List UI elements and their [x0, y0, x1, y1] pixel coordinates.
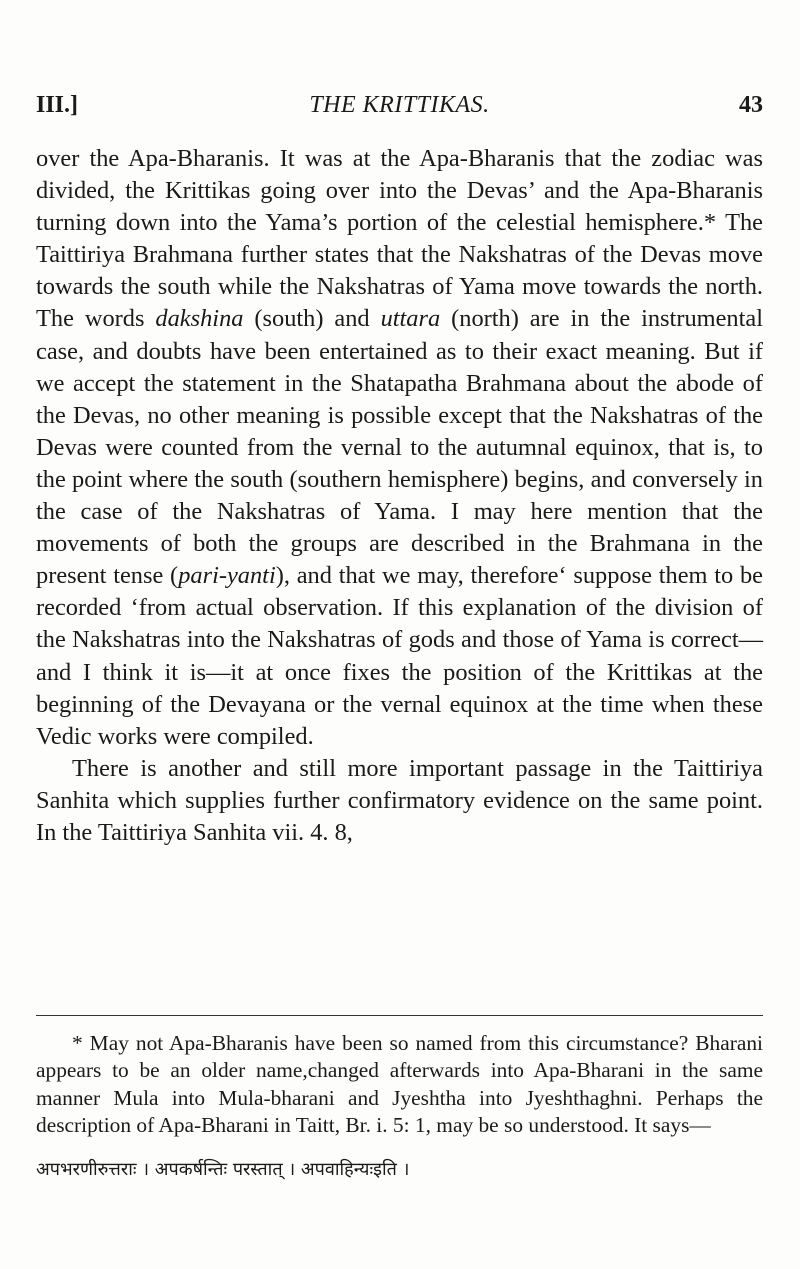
paragraph-1 — [36, 143, 763, 753]
chapter-title: THE KRITTIKAS. — [309, 92, 490, 118]
paragraph-1-text-d: ), and that we may, therefore‘ suppose them to be recorded ‘from actual observation. If this explanation of the division of the Nakshatras into the Nakshatras of gods and those of Yama is correct—and I think it is—it at once fixes the position of the Krittikas at the beginning of the Devayana or the vernal equinox at the time when these Vedic works were compiled. — [36, 562, 763, 750]
term-pari-yanti: pari-yanti — [178, 562, 276, 590]
chapter-number: III.] — [36, 92, 79, 118]
paragraph-1-text-a: over the Apa-Bharanis. It was at the Apa-Bharanis that the zodiac was divided, the Krittikas going over into the Devas’ and the Apa-Bharanis turning down into the Yama’s portion of the celestial hemisphere.* The Taittiriya Brahmana further states that the Nakshatras of the Devas move towards the south while the Nakshatras of Yama move towards the north. The words — [36, 145, 763, 333]
term-dakshina: dakshina — [155, 305, 244, 333]
sanskrit-quote: अपभरणीरुत्तराः । अपकर्षन्तिः परस्तात् । अपवाहिन्यःइति । — [36, 1159, 410, 1180]
term-uttara: uttara — [380, 305, 441, 333]
footnote-divider — [36, 1015, 763, 1016]
paragraph-2: There is another and still more important passage in the Taittiriya Sanhita which supplies further confirmatory evidence on the same point. In the Taittiriya Sanhita vii. 4. 8, — [36, 754, 763, 846]
paragraph-1-text-c: (north) are in the instrumental case, and doubts have been entertained as to their exact meaning. But if we accept the statement in the Shatapatha Brahmana about the abode of the Devas, no other meaning is possible except that the Nakshatras of the Devas were counted from the vernal to the autumnal equinox, that is, to the point where the south (southern hemisphere) begins, and conversely in the case of the Nakshatras of Yama. I may here mention that the movements of both the groups are described in the Brahmana in the present tense ( — [36, 305, 764, 590]
running-head — [36, 92, 763, 122]
footnote — [36, 1030, 763, 1139]
page-number: 43 — [739, 92, 763, 118]
footnote-text: * May not Apa-Bharanis have been so named from this circumstance? Bharani appears to be an older name,changed afterwards into Apa-Bharani in the same manner Mula into Mula-bharani and Jyeshtha into Jyeshthaghni. Perhaps the description of Apa-Bharani in Taitt, Br. i. 5: 1, may be so understood. It says— — [36, 1031, 763, 1137]
paragraph-1-text-b: (south) and — [243, 305, 381, 333]
body-text — [36, 143, 763, 849]
